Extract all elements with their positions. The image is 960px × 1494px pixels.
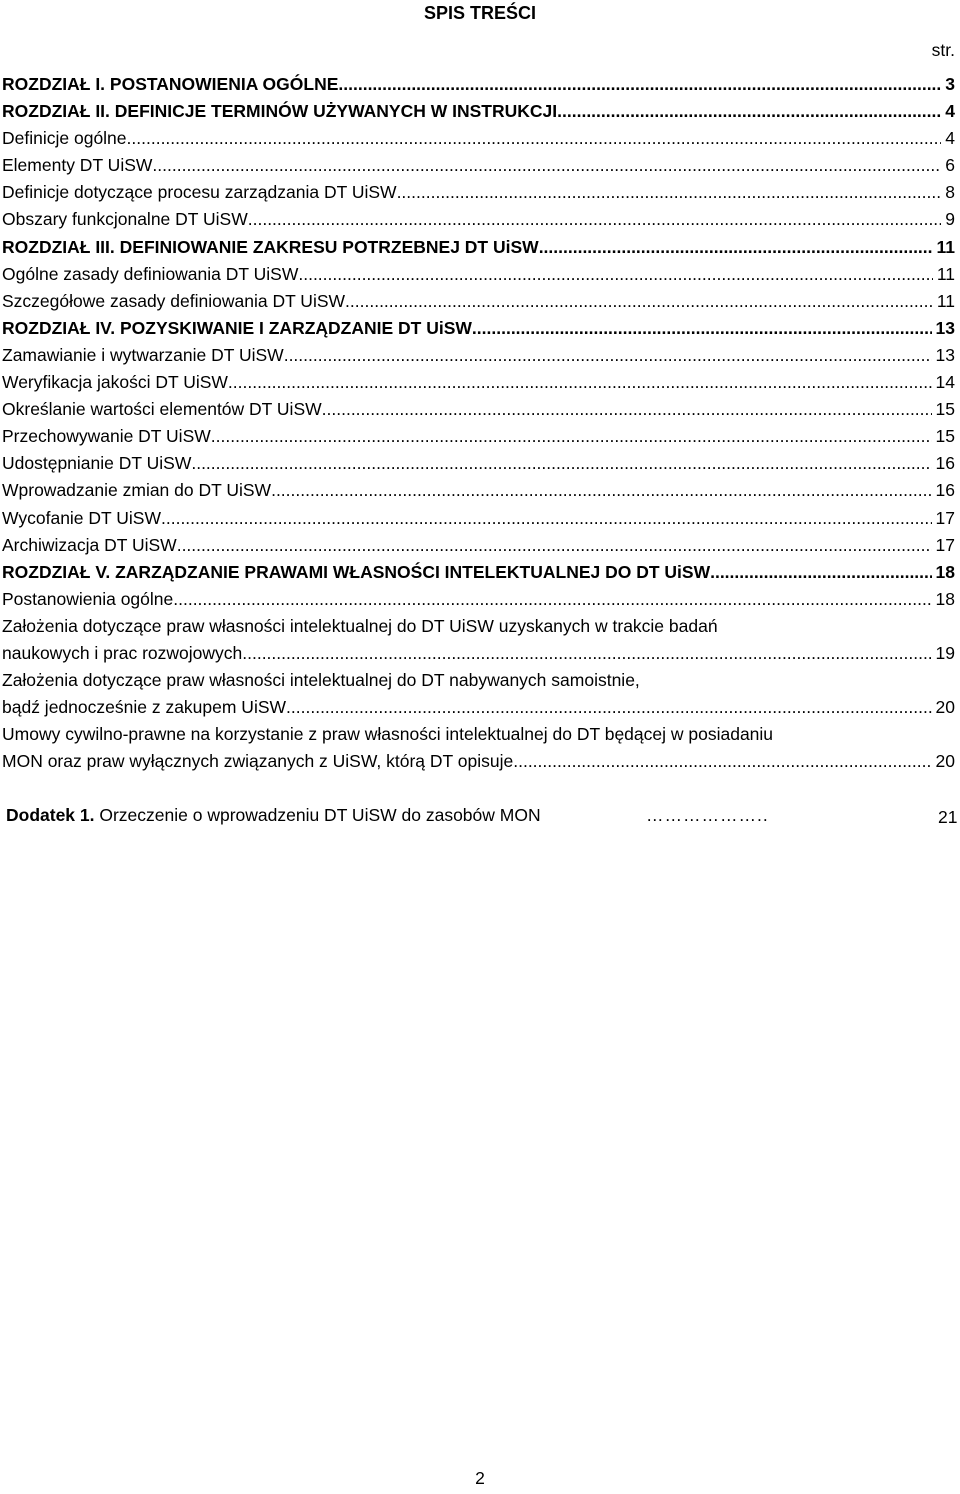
toc-entry-page: 8 [945,182,955,203]
dot-leader [248,206,942,233]
toc-entry[interactable] [2,234,955,261]
toc-entry-text: Postanowienia ogólne [2,588,174,609]
toc-entry-text: Weryfikacja jakości DT UiSW [2,372,228,393]
toc-entry-page: 19 [935,642,955,663]
toc-entry-page: 20 [935,751,955,772]
toc-entry-page: 14 [935,372,955,393]
toc-entry-text: Zamawianie i wytwarzanie DT UiSW [2,344,284,365]
toc-entry[interactable] [2,477,955,504]
dot-leader [472,315,932,342]
dot-leader [191,450,931,477]
toc-entry[interactable] [2,396,955,423]
dot-leader [173,586,931,613]
dot-leader [228,369,932,396]
toc-entry-text: Wprowadzanie zmian do DT UiSW [2,480,272,501]
toc-entry-page: 17 [935,534,955,555]
toc-entry-page: 16 [935,480,955,501]
toc-entry-page: 15 [935,399,955,420]
toc-entry[interactable] [2,505,955,532]
toc-entry[interactable] [2,423,955,450]
toc-entry-text: Elementy DT UiSW [2,155,153,176]
toc-entry-page: 9 [945,209,955,230]
toc-entry-multiline[interactable] [2,613,955,667]
toc-entry[interactable] [2,559,955,586]
toc-entry-text: ROZDZIAŁ I. POSTANOWIENIA OGÓLNE [2,74,339,94]
toc-entry-text: Definicje ogólne [2,128,127,149]
toc-entry-text: Określanie wartości elementów DT UiSW [2,399,322,420]
dot-leader [127,125,942,152]
toc-entry-page: 3 [945,74,955,94]
toc-entry-text-line1: Założenia dotyczące praw własności intelektualnej do DT nabywanych samoistnie, [2,670,640,691]
toc-entry-text: Wycofanie DT UiSW [2,507,161,528]
toc-entry[interactable] [2,450,955,477]
dot-leader [513,748,931,775]
toc-entry[interactable] [2,179,955,206]
toc-entry[interactable] [2,206,955,233]
toc-entry[interactable] [2,288,955,315]
toc-entry-text: Ogólne zasady definiowania DT UiSW [2,263,299,284]
toc-entry-page: 18 [935,588,955,609]
annex-dot-leader: ……………….. [646,805,769,825]
annex-entry[interactable] [6,802,956,829]
toc-entry-page: 11 [936,290,955,311]
toc-entry-text-line2: MON oraz praw wyłącznych związanych z UiSW, którą DT opisuje [2,751,514,772]
toc-entry-page: 16 [935,453,955,474]
toc-entry-page: 20 [935,697,955,718]
toc-entry[interactable] [2,315,955,342]
annex-label: Dodatek 1. [6,805,95,825]
toc-entry[interactable] [2,261,955,288]
toc-entry-page: 13 [935,344,955,365]
dot-leader [284,342,932,369]
dot-leader [345,288,933,315]
dot-leader [177,532,932,559]
toc-entry[interactable] [2,369,955,396]
toc-entry-text: ROZDZIAŁ II. DEFINICJE TERMINÓW UŻYWANYCH W INSTRUKCJI [2,101,558,122]
dot-leader [242,640,931,667]
toc-entry-text: ROZDZIAŁ III. DEFINIOWANIE ZAKRESU POTRZEBNEJ DT UiSW [2,236,539,257]
dot-leader [286,694,932,721]
toc-entry-text: Definicje dotyczące procesu zarządzania DT UiSW [2,182,397,203]
toc-entry[interactable] [2,71,955,98]
dot-leader [161,505,932,532]
toc-entry-text: Szczegółowe zasady definiowania DT UiSW [2,290,346,311]
toc-entry-text: Obszary funkcjonalne DT UiSW [2,209,248,230]
dot-leader [298,261,932,288]
toc-entry[interactable] [2,342,955,369]
toc-entry-text-line1: Umowy cywilno-prawne na korzystanie z praw własności intelektualnej do DT będącej w posiadaniu [2,724,774,745]
annex-page: 21 [938,807,958,827]
toc-entry-page: 11 [936,236,955,257]
toc-entry[interactable] [2,98,955,125]
toc-entry-page: 4 [945,128,955,149]
dot-leader [271,477,931,504]
dot-leader [539,234,933,261]
dot-leader [211,423,932,450]
toc-entry-text: Archiwizacja DT UiSW [2,534,177,555]
toc-entry-text-line1: Założenia dotyczące praw własności intelektualnej do DT UiSW uzyskanych w trakcie badań [2,615,718,636]
toc-title: SPIS TREŚCI [423,3,537,23]
footer-page-number: 2 [475,1468,485,1488]
dot-leader [397,179,942,206]
table-of-contents [2,71,955,775]
dot-leader [152,152,941,179]
dot-leader [338,71,941,98]
page-column-label: str. [931,40,955,60]
toc-entry-text: ROZDZIAŁ IV. POZYSKIWANIE I ZARZĄDZANIE DT UiSW [2,317,472,338]
toc-entry[interactable] [2,152,955,179]
toc-entry-text-line2: bądź jednocześnie z zakupem UiSW [2,697,287,718]
toc-entry-page: 13 [935,317,955,338]
toc-entry[interactable] [2,125,955,152]
dot-leader [322,396,932,423]
annex-text: Orzeczenie o wprowadzeniu DT UiSW do zasobów MON [94,805,541,825]
toc-entry[interactable] [2,586,955,613]
toc-entry-text-line2: naukowych i prac rozwojowych [2,642,243,663]
toc-entry-page: 4 [945,101,955,122]
toc-entry[interactable] [2,532,955,559]
toc-entry-multiline[interactable] [2,721,955,775]
toc-entry-page: 18 [935,561,955,582]
toc-entry-page: 15 [935,426,955,447]
toc-entry-multiline[interactable] [2,667,955,721]
toc-entry-page: 6 [945,155,955,176]
toc-entry-page: 11 [936,263,955,284]
toc-entry-text: Przechowywanie DT UiSW [2,426,211,447]
dot-leader [710,559,931,586]
toc-entry-page: 17 [935,507,955,528]
dot-leader [557,98,941,125]
toc-entry-text: ROZDZIAŁ V. ZARZĄDZANIE PRAWAMI WŁASNOŚCI INTELEKTUALNEJ DO DT UiSW [2,561,711,582]
toc-entry-text: Udostępnianie DT UiSW [2,453,192,474]
